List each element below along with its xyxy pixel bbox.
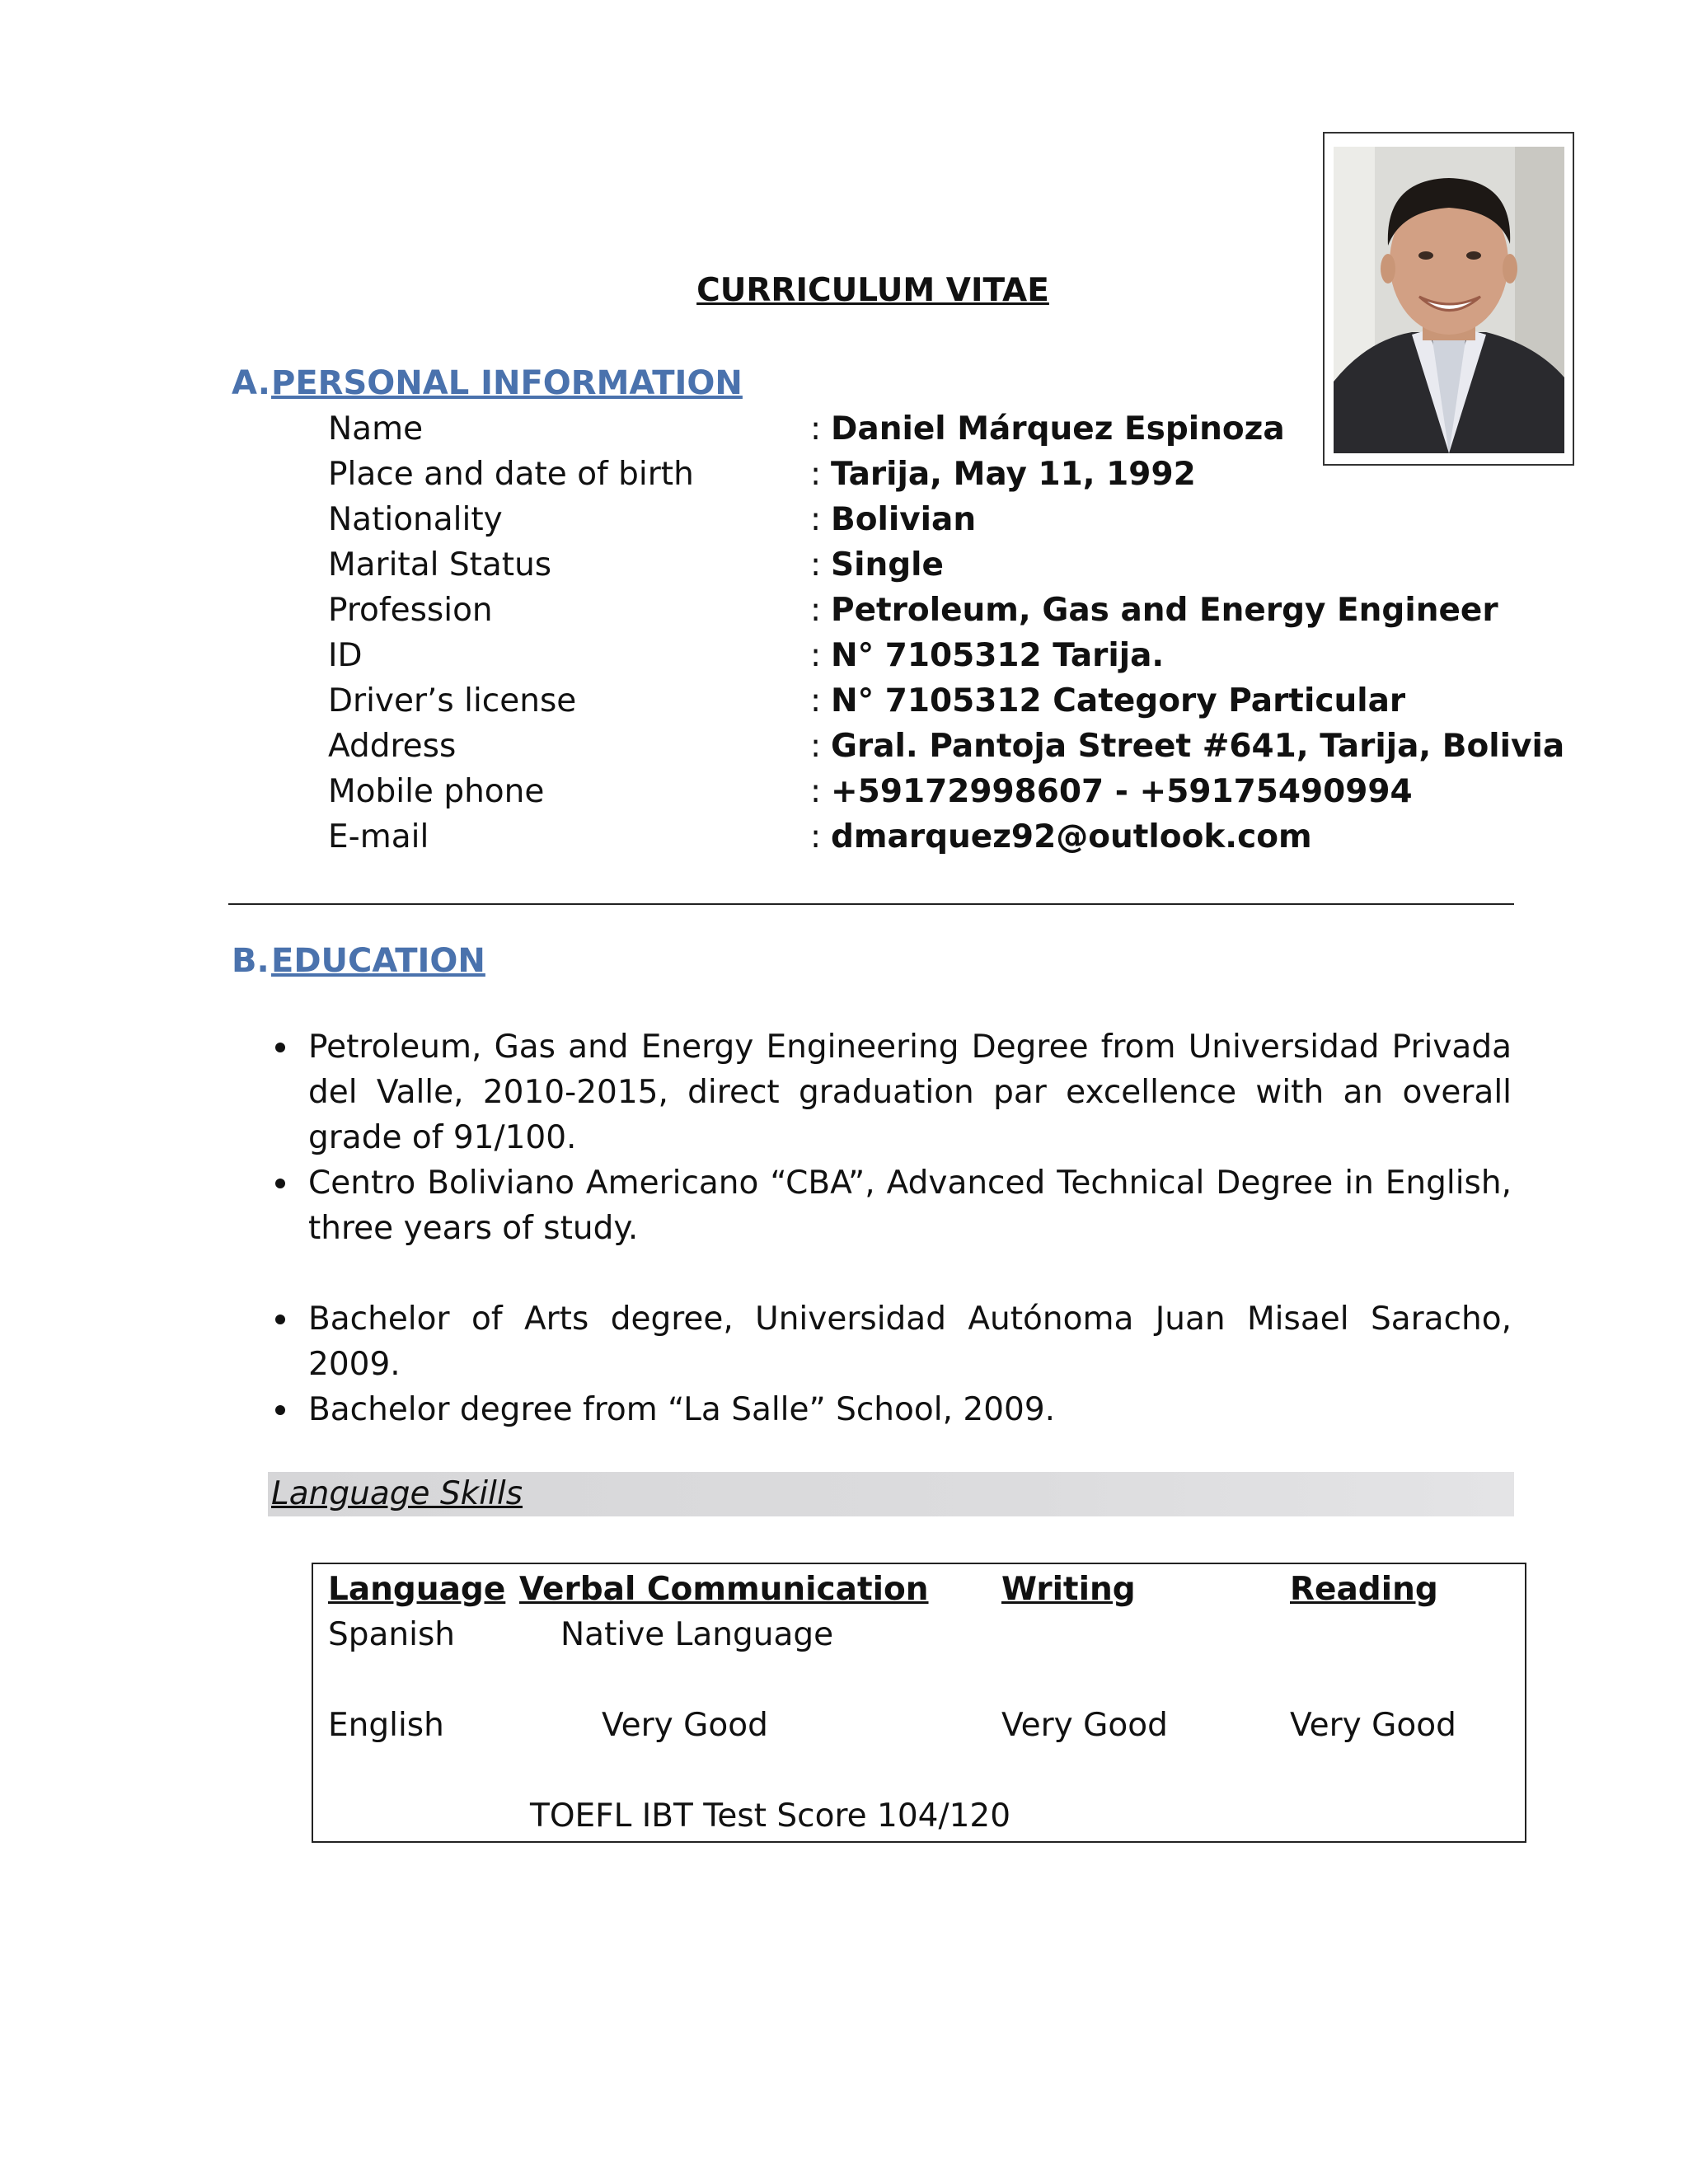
education-item: Bachelor degree from “La Salle” School, 2009. — [308, 1387, 1512, 1432]
education-item: Bachelor of Arts degree, Universidad Autónoma Juan Misael Saracho, 2009. — [308, 1296, 1512, 1387]
field-separator: : — [810, 456, 822, 493]
field-value: Petroleum, Gas and Energy Engineer — [831, 592, 1498, 629]
field-label: Name — [328, 410, 424, 448]
field-separator: : — [810, 501, 822, 538]
field-value: Tarija, May 11, 1992 — [831, 456, 1196, 493]
row-spanish-verbal: Native Language — [560, 1616, 834, 1653]
personal-information-heading: A.PERSONAL INFORMATION — [232, 364, 743, 402]
field-label: Nationality — [328, 501, 503, 538]
education-heading: B.EDUCATION — [232, 942, 485, 980]
field-value: Bolivian — [831, 501, 977, 538]
field-label: Address — [328, 728, 457, 765]
section-divider — [228, 903, 1514, 905]
row-spanish-language: Spanish — [328, 1616, 456, 1653]
row-english-language: English — [328, 1707, 444, 1744]
header-writing: Writing — [1001, 1571, 1136, 1608]
field-label: Profession — [328, 592, 493, 629]
field-separator: : — [810, 818, 822, 855]
field-label: E-mail — [328, 818, 429, 855]
field-separator: : — [810, 682, 822, 719]
field-value: +59172998607 - +59175490994 — [831, 773, 1413, 810]
portrait-image — [1334, 147, 1564, 453]
field-value: Single — [831, 546, 944, 583]
language-skills-heading: Language Skills — [268, 1472, 1514, 1516]
row-english-reading: Very Good — [1290, 1707, 1456, 1744]
field-label: Driver’s license — [328, 682, 577, 719]
header-verbal-communication: Verbal Communication — [519, 1571, 929, 1608]
field-label: Marital Status — [328, 546, 552, 583]
bullet-icon — [275, 1179, 285, 1188]
language-skills-table — [312, 1563, 1526, 1843]
field-separator: : — [810, 637, 822, 674]
field-value: N° 7105312 Category Particular — [831, 682, 1406, 719]
field-label: Place and date of birth — [328, 456, 694, 493]
field-separator: : — [810, 728, 822, 765]
field-value: Daniel Márquez Espinoza — [831, 410, 1285, 448]
field-value: Gral. Pantoja Street #641, Tarija, Bolivia — [831, 728, 1565, 765]
education-item: Petroleum, Gas and Energy Engineering Degree from Universidad Privada del Valle, 2010-2015, direct graduation par excellence with an overall grade of 91/100. — [308, 1024, 1512, 1160]
field-separator: : — [810, 410, 822, 448]
field-label: Mobile phone — [328, 773, 545, 810]
header-language: Language — [328, 1571, 506, 1608]
profile-photo — [1323, 132, 1574, 466]
bullet-icon — [275, 1043, 285, 1052]
bullet-icon — [275, 1405, 285, 1415]
field-value: dmarquez92@outlook.com — [831, 818, 1312, 855]
row-english-verbal: Very Good — [602, 1707, 768, 1744]
header-reading: Reading — [1290, 1571, 1438, 1608]
field-separator: : — [810, 773, 822, 810]
field-separator: : — [810, 546, 822, 583]
field-separator: : — [810, 592, 822, 629]
education-item: Centro Boliviano Americano “CBA”, Advanced Technical Degree in English, three years of study. — [308, 1160, 1512, 1251]
document-title: CURRICULUM VITAE — [696, 272, 1049, 309]
toefl-score-note: TOEFL IBT Test Score 104/120 — [530, 1797, 1011, 1835]
field-label: ID — [328, 637, 363, 674]
field-value: N° 7105312 Tarija. — [831, 637, 1165, 674]
bullet-icon — [275, 1315, 285, 1324]
row-english-writing: Very Good — [1001, 1707, 1168, 1744]
